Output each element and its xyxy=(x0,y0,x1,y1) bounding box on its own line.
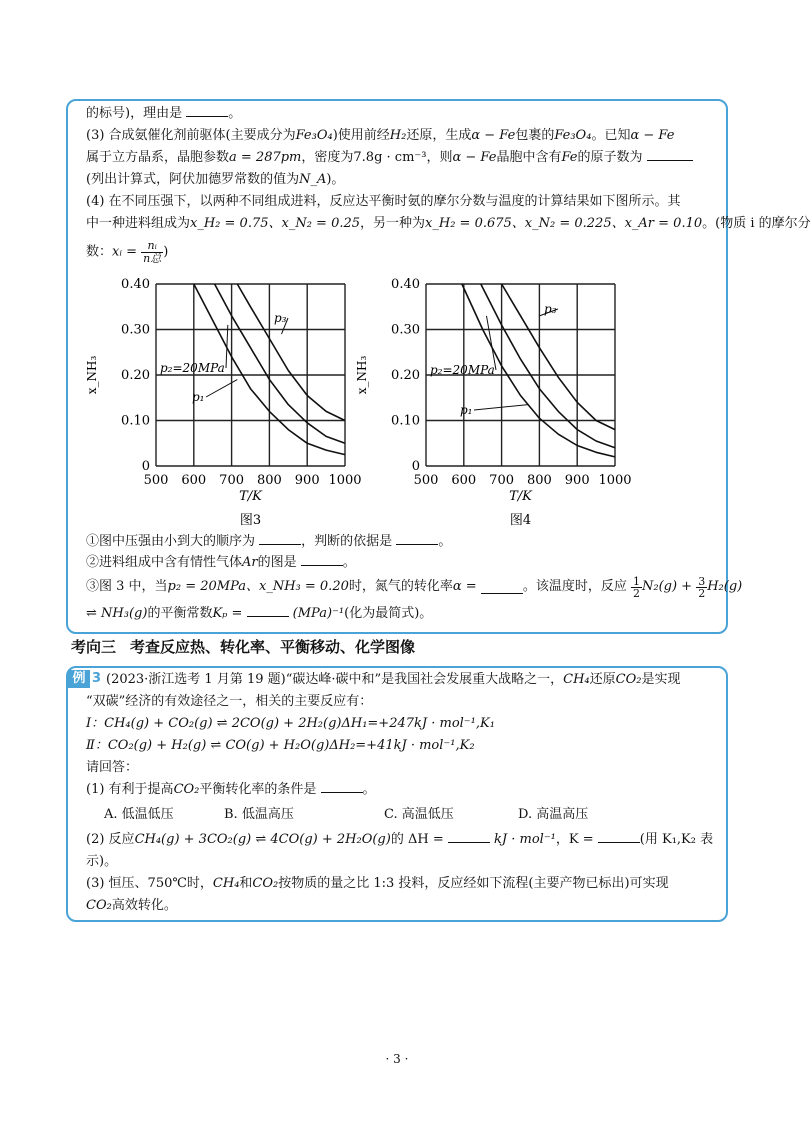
y-tick-label: 0.40 xyxy=(391,277,420,292)
series-label: p₃ xyxy=(274,311,287,325)
y-tick-label: 0.10 xyxy=(391,413,420,429)
reaction-1: Ⅰ：CH₄(g) + CO₂(g) ⇌ 2CO(g) + 2H₂(g)ΔH₁=+247kJ · mol⁻¹,K₁ xyxy=(86,716,495,731)
answer-blank[interactable] xyxy=(301,553,343,566)
text-line: 数：xᵢ = nᵢ n总 ) xyxy=(86,239,169,265)
answer-blank[interactable] xyxy=(186,104,228,117)
text-line: 请回答： xyxy=(86,760,139,775)
x-tick-label: 600 xyxy=(451,473,477,488)
x-tick-label: 700 xyxy=(219,473,245,488)
option-d[interactable]: D. 高温高压 xyxy=(518,807,589,822)
text-line: “双碳”经济的有效途径之一，相关的主要反应有： xyxy=(86,694,373,709)
answer-blank[interactable] xyxy=(247,604,289,617)
x-tick-label: 1000 xyxy=(598,473,632,488)
series-label: p₁ xyxy=(460,403,473,417)
text-line: ③图 3 中，当p₂ = 20MPa、x_NH₃ = 0.20时，氮气的转化率α = 。该温度时，反应 $\frac{1}{2}$ N₂(g) + $\frac{3}{2}$ H₂(g) xyxy=(86,574,743,600)
series-label: p₂=20MPa xyxy=(160,361,225,375)
y-tick-label: 0.20 xyxy=(121,368,150,383)
option-a[interactable]: A. 低温低压 xyxy=(104,807,174,822)
example-number: 3 xyxy=(92,671,102,686)
text-line: (3) 合成氨催化剂前驱体(主要成分为Fe₃O₄)使用前经H₂还原，生成α − Fe包裹的Fe₃O₄。已知α − Fe xyxy=(86,128,675,143)
text-line: 示)。 xyxy=(86,854,118,869)
text-line: (3) 恒压、750℃时，CH₄和CO₂按物质的量之比 1:3 投料，反应经如下流程(主要产物已标出)可实现 xyxy=(86,876,669,891)
reaction-2: Ⅱ：CO₂(g) + H₂(g) ⇌ CO(g) + H₂O(g)ΔH₂=+41kJ · mol⁻¹,K₂ xyxy=(86,738,475,753)
y-tick-label: 0.40 xyxy=(121,277,150,292)
text-line: (2023·浙江选考 1 月第 19 题)“碳达峰·碳中和”是我国社会发展重大战略之一，CH₄还原CO₂是实现 xyxy=(106,672,681,687)
answer-blank[interactable] xyxy=(481,581,523,594)
x-tick-label: 900 xyxy=(294,473,320,488)
y-tick-label: 0.10 xyxy=(121,413,150,429)
series-line xyxy=(215,284,345,443)
x-tick-label: 500 xyxy=(143,473,169,488)
x-tick-label: 600 xyxy=(181,473,207,488)
x-tick-label: 700 xyxy=(489,473,515,488)
answer-blank[interactable] xyxy=(321,780,363,793)
series-label: p₂=20MPa xyxy=(430,363,495,377)
x-tick-label: 800 xyxy=(256,473,282,488)
x-axis-label: T/K xyxy=(509,489,532,504)
page-number: · 3 · xyxy=(385,1052,409,1066)
option-c[interactable]: C. 高温低压 xyxy=(384,807,454,822)
answer-blank[interactable] xyxy=(647,148,693,161)
y-axis-label: x_NH₃ xyxy=(355,355,369,395)
series-label: p₁ xyxy=(192,390,205,404)
series-leader-line xyxy=(486,316,496,370)
answer-blank[interactable] xyxy=(598,830,640,843)
y-tick-label: 0 xyxy=(141,459,150,474)
example-tag: 例 xyxy=(68,670,90,688)
chart-title: 图3 xyxy=(239,513,262,528)
y-tick-label: 0.20 xyxy=(391,368,420,383)
chart-figure-3 xyxy=(85,277,368,528)
answer-blank[interactable] xyxy=(396,532,438,545)
text-line: ⇌ NH₃(g)的平衡常数Kₚ = (MPa)⁻¹(化为最简式)。 xyxy=(86,606,433,621)
y-axis-label: x_NH₃ xyxy=(85,355,99,395)
chart-title: 图4 xyxy=(509,513,532,528)
section-heading: 考向三 考查反应热、转化率、平衡移动、化学图像 xyxy=(71,638,416,656)
y-tick-label: 0.30 xyxy=(121,322,150,338)
text-line: (列出计算式，阿伏加德罗常数的值为N_A)。 xyxy=(86,172,345,187)
series-label: p₃ xyxy=(544,302,557,316)
text-line: 的标号)，理由是 。 xyxy=(86,106,242,121)
y-tick-label: 0 xyxy=(411,459,420,474)
text-line: ②进料组成中含有情性气体Ar的图是 。 xyxy=(86,555,356,570)
text-line: 中一种进料组成为x_H₂ = 0.75、x_N₂ = 0.25，另一种为x_H₂ = 0.675、x_N₂ = 0.225、x_Ar = 0.10。(物质 i 的摩尔分 xyxy=(86,216,811,231)
text-line: (1) 有利于提高CO₂平衡转化率的条件是 。 xyxy=(86,782,376,797)
chart-figure-4 xyxy=(355,277,638,528)
y-tick-label: 0.30 xyxy=(391,322,420,338)
text-line: CO₂高效转化。 xyxy=(86,898,177,913)
text-line: 属于立方晶系，晶胞参数a = 287pm，密度为7.8g · cm⁻³，则α − Fe晶胞中含有Fe的原子数为 xyxy=(86,148,693,168)
option-b[interactable]: B. 低温高压 xyxy=(224,807,294,822)
x-tick-label: 900 xyxy=(564,473,590,488)
series-leader-line xyxy=(206,380,237,397)
x-tick-label: 500 xyxy=(413,473,439,488)
text-line: (4) 在不同压强下，以两种不同组成进料，反应达平衡时氨的摩尔分数与温度的计算结果如下图所示。其 xyxy=(86,194,681,209)
x-tick-label: 1000 xyxy=(328,473,362,488)
options-row xyxy=(104,805,638,825)
text-line: ①图中压强由小到大的顺序为 ，判断的依据是 。 xyxy=(86,534,452,549)
text-line: (2) 反应CH₄(g) + 3CO₂(g) ⇌ 4CO(g) + 2H₂O(g)的 ΔH = kJ · mol⁻¹，K = (用 K₁,K₂ 表 xyxy=(86,832,714,847)
answer-blank[interactable] xyxy=(259,532,301,545)
x-axis-label: T/K xyxy=(239,489,262,504)
answer-blank[interactable] xyxy=(448,830,490,843)
x-tick-label: 800 xyxy=(526,473,552,488)
